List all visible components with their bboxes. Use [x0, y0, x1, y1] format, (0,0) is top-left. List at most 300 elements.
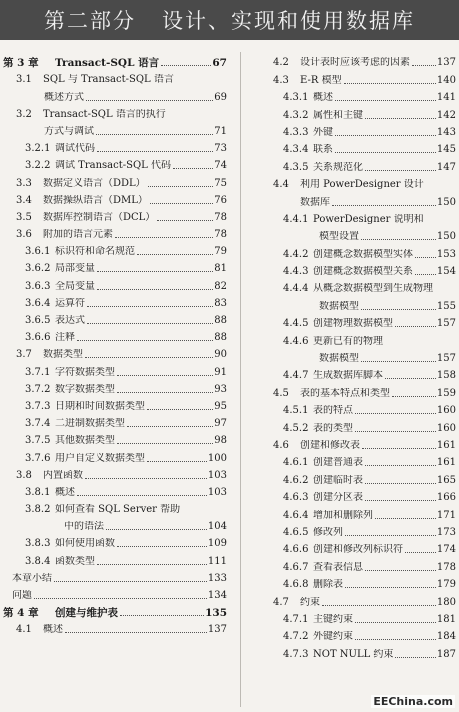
toc-entry-number: 4.4.5	[283, 318, 309, 330]
toc-entry-page: 78	[214, 229, 227, 241]
toc-leader-dots	[395, 325, 436, 327]
toc-leader-dots	[117, 374, 213, 376]
toc-entry-page: 141	[436, 92, 456, 104]
toc-entry-number: 4.3.5	[283, 161, 309, 173]
toc-entry-label: 主键约束	[313, 613, 353, 625]
toc-entry-label: 表的基本特点和类型	[300, 387, 390, 399]
toc-entry-label: 创建和修改表	[300, 439, 360, 451]
toc-entry	[269, 209, 456, 226]
toc-entry-page: 100	[207, 452, 227, 464]
toc-entry-number: 4.4.2	[283, 248, 309, 260]
toc-entry-label: 创建临时表	[313, 474, 363, 486]
toc-entry-page: 158	[436, 370, 456, 382]
toc-entry	[3, 69, 227, 86]
toc-entry-page: 78	[214, 211, 227, 223]
toc-leader-dots	[332, 204, 436, 206]
toc-leader-dots	[412, 64, 436, 66]
toc-entry-number: 4.4.7	[283, 370, 309, 382]
toc-leader-dots	[365, 117, 436, 119]
toc-entry	[269, 556, 456, 573]
toc-entry-label: 增加和删除列	[313, 509, 373, 521]
toc-entry	[269, 365, 456, 382]
toc-entry-label: 数据模型	[319, 300, 359, 312]
toc-leader-dots	[355, 430, 436, 432]
toc-entry	[269, 539, 456, 556]
toc-leader-dots	[345, 586, 436, 588]
toc-leader-dots	[85, 356, 213, 358]
toc-entry-label: 修改列	[313, 526, 343, 538]
toc-leader-dots	[117, 545, 207, 547]
toc-entry-page: 109	[207, 538, 227, 550]
toc-entry-page: 157	[436, 353, 456, 365]
toc-entry-label: Transact-SQL 语言	[55, 57, 160, 70]
toc-leader-dots	[85, 477, 207, 479]
toc-entry-label: 概述	[55, 486, 75, 498]
toc-entry	[269, 487, 456, 504]
toc-entry-label: 全局变量	[55, 280, 95, 292]
toc-entry-label: 创建概念数据模型实体	[313, 248, 413, 260]
toc-leader-dots	[86, 99, 213, 101]
toc-entry-page: 137	[436, 57, 456, 69]
toc-entry-label: 创建物理数据模型	[313, 318, 393, 330]
toc-entry-label: SQL 与 Transact-SQL 语言	[43, 74, 174, 86]
toc-entry-label: 外键	[313, 126, 333, 138]
toc-entry	[3, 465, 227, 482]
toc-entry	[269, 435, 456, 452]
toc-leader-dots	[147, 408, 213, 410]
toc-entry-page: 181	[436, 613, 456, 625]
toc-entry	[3, 293, 227, 310]
toc-entry-page: 75	[214, 177, 227, 189]
toc-leader-dots	[87, 322, 213, 324]
toc-entry	[3, 413, 227, 430]
toc-leader-dots	[365, 569, 436, 571]
toc-entry-page: 143	[436, 126, 456, 138]
toc-entry-number: 4.3.2	[283, 109, 309, 121]
toc-entry-page: 160	[436, 422, 456, 434]
toc-entry-number: 4.4.6	[283, 335, 309, 347]
toc-entry-number: 3.6.3	[25, 280, 51, 292]
toc-left-column	[3, 52, 227, 636]
toc-entry	[3, 361, 227, 378]
toc-entry-label: Transact-SQL 语言的执行	[43, 108, 166, 120]
toc-entry-number: 3.4	[16, 194, 32, 206]
toc-entry-label: 从概念数据模型到生成物理	[313, 283, 433, 295]
toc-leader-dots	[97, 563, 207, 565]
toc-entry-label: NOT NULL 约束	[313, 648, 394, 660]
toc-entry	[269, 139, 456, 156]
toc-entry	[3, 190, 227, 207]
toc-entry-number: 4.6	[273, 439, 289, 451]
toc-entry-number: 4.5	[273, 387, 289, 399]
toc-entry-number: 4.6.3	[283, 492, 309, 504]
toc-entry-number: 3.6.5	[25, 315, 51, 326]
toc-entry-label: 表达式	[55, 315, 85, 326]
part-banner	[0, 0, 459, 40]
toc-entry-number: 3.8.3	[25, 538, 51, 550]
toc-leader-dots	[365, 482, 436, 484]
toc-entry-page: 140	[436, 74, 456, 86]
toc-right-column	[269, 52, 456, 661]
toc-entry-label: 删除表	[313, 579, 343, 591]
toc-entry-label: E-R 模型	[300, 74, 342, 86]
toc-entry	[3, 447, 227, 464]
toc-entry-page: 133	[207, 572, 227, 584]
toc-leader-dots	[97, 270, 213, 272]
toc-entry-number: 4.3.4	[283, 144, 309, 156]
toc-leader-dots	[365, 169, 436, 171]
toc-entry-label: 中的语法	[64, 521, 104, 533]
toc-entry	[269, 69, 456, 86]
toc-entry	[3, 533, 227, 550]
toc-entry-number: 3.7.3	[25, 400, 51, 412]
toc-entry	[3, 568, 227, 585]
toc-entry-label: 日期和时间数据类型	[55, 400, 145, 412]
toc-entry	[269, 243, 456, 260]
toc-leader-dots	[405, 551, 436, 553]
toc-leader-dots	[157, 219, 213, 221]
toc-entry	[3, 224, 227, 241]
toc-entry	[3, 344, 227, 361]
toc-entry-label: 表的特点	[313, 405, 353, 417]
toc-entry-label: 二进制数据类型	[55, 418, 125, 430]
toc-leader-dots	[147, 460, 207, 462]
toc-entry-page: 135	[205, 607, 227, 620]
toc-leader-dots	[355, 412, 436, 414]
toc-entry-page: 97	[214, 418, 227, 430]
toc-entry	[269, 417, 456, 434]
toc-entry-label: 附加的语言元素	[43, 229, 113, 241]
toc-entry-page: 111	[207, 555, 227, 567]
toc-entry	[3, 396, 227, 413]
toc-entry-label: 数据模型	[319, 353, 359, 365]
toc-entry-label: 创建普通表	[313, 457, 363, 469]
toc-entry-number: 4.6.4	[283, 509, 309, 521]
toc-entry-label: 设计表时应该考虑的因素	[300, 57, 410, 69]
toc-entry-page: 134	[207, 590, 227, 601]
toc-leader-dots	[77, 494, 207, 496]
toc-entry-page: 161	[436, 439, 456, 451]
toc-entry-number: 4.6.7	[283, 561, 309, 573]
toc-entry-page: 98	[214, 435, 227, 447]
toc-entry	[269, 278, 456, 295]
toc-entry-label: 概述	[313, 92, 333, 104]
toc-entry-page: 104	[207, 521, 227, 533]
toc-entry-page: 82	[214, 280, 227, 292]
toc-entry-label: 调试代码	[55, 143, 95, 155]
toc-leader-dots	[127, 425, 213, 427]
toc-leader-dots	[322, 604, 436, 606]
toc-leader-dots	[344, 82, 436, 84]
toc-leader-dots	[117, 391, 213, 393]
toc-entry-number: 3.2.2	[25, 160, 51, 172]
toc-entry-number: 4.3.3	[283, 126, 309, 138]
toc-entry-number: 第 4 章	[3, 607, 39, 620]
toc-entry-label: 方式与调试	[44, 125, 94, 137]
toc-entry	[269, 122, 456, 139]
toc-entry	[269, 469, 456, 486]
toc-leader-dots	[361, 360, 436, 362]
toc-entry	[269, 174, 456, 191]
toc-entry-page: 145	[436, 144, 456, 156]
toc-entry-number: 4.6.6	[283, 544, 309, 556]
toc-entry-number: 4.2	[273, 57, 289, 69]
toc-entry-page: 150	[436, 196, 456, 208]
toc-entry-page: 174	[436, 544, 456, 556]
toc-entry	[269, 382, 456, 399]
toc-entry-label: 概述方式	[44, 91, 84, 103]
toc-entry-number: 3.3	[16, 177, 32, 189]
toc-entry	[269, 504, 456, 521]
toc-entry-number: 4.5.2	[283, 422, 309, 434]
toc-leader-dots	[54, 580, 207, 582]
toc-entry-label: 外键约束	[313, 631, 353, 643]
toc-entry-number: 3.2.1	[25, 143, 51, 155]
toc-entry-number: 4.4	[273, 179, 289, 191]
toc-leader-dots	[385, 377, 436, 379]
toc-entry-label: 利用 PowerDesigner 设计	[300, 179, 424, 191]
toc-leader-dots	[34, 597, 207, 599]
toc-entry-number: 4.7.1	[283, 613, 309, 625]
toc-leader-dots	[355, 621, 436, 623]
toc-leader-dots	[173, 167, 213, 169]
toc-leader-dots	[161, 64, 211, 66]
toc-entry	[269, 191, 456, 208]
toc-entry	[3, 207, 227, 224]
toc-entry	[3, 155, 227, 172]
column-divider	[240, 52, 241, 707]
toc-entry-page: 137	[207, 624, 227, 636]
toc-leader-dots	[97, 288, 213, 290]
toc-entry-label: 查看表信息	[313, 561, 363, 573]
toc-leader-dots	[97, 150, 213, 152]
toc-leader-dots	[335, 151, 436, 153]
toc-entry	[3, 585, 227, 602]
toc-entry-page: 74	[214, 160, 227, 172]
toc-entry-page: 90	[214, 349, 227, 361]
toc-entry-number: 4.3	[273, 74, 289, 86]
toc-leader-dots	[150, 202, 213, 204]
toc-entry	[269, 643, 456, 660]
toc-entry	[269, 295, 456, 312]
watermark: EEChina.com	[373, 695, 453, 708]
toc-leader-dots	[392, 395, 436, 397]
toc-entry-label: 概述	[43, 624, 63, 636]
toc-entry-label: 如何使用函数	[55, 538, 115, 550]
toc-entry	[269, 52, 456, 69]
toc-entry	[3, 550, 227, 567]
toc-entry	[269, 104, 456, 121]
toc-entry	[3, 499, 227, 516]
toc-entry	[3, 310, 227, 327]
toc-entry-number: 4.5.1	[283, 405, 309, 417]
toc-entry-label: 如何查看 SQL Server 帮助	[55, 504, 181, 516]
toc-entry-number: 4.4.4	[283, 283, 309, 295]
toc-entry-page: 91	[214, 366, 227, 378]
toc-leader-dots	[375, 517, 436, 519]
toc-entry-label: 字符数据类型	[55, 366, 115, 378]
toc-entry-number: 4.6.1	[283, 457, 309, 469]
toc-entry-page: 147	[436, 161, 456, 173]
toc-entry-number: 4.7	[273, 596, 289, 608]
toc-entry	[269, 313, 456, 330]
toc-entry-label: 本章小结	[12, 572, 52, 584]
toc-entry	[269, 452, 456, 469]
toc-entry-number: 4.1	[16, 624, 32, 636]
toc-entry-label: 其他数据类型	[55, 435, 115, 447]
part-title: 第二部分 设计、实现和使用数据库	[43, 9, 416, 33]
toc-leader-dots	[395, 656, 435, 658]
toc-leader-dots	[115, 236, 213, 238]
toc-entry-number: 4.3.1	[283, 92, 309, 104]
toc-entry-page: 184	[436, 631, 456, 643]
toc-entry-label: 标识符和命名规范	[55, 246, 135, 258]
toc-leader-dots	[345, 534, 436, 536]
toc-entry-label: 运算符	[55, 297, 85, 309]
toc-entry	[3, 602, 227, 619]
toc-entry-label: 联系	[313, 144, 333, 156]
toc-entry-label: 创建概念数据模型关系	[313, 266, 413, 278]
toc-entry-page: 160	[436, 405, 456, 417]
toc-entry-page: 155	[436, 300, 456, 312]
toc-entry-number: 3.8.4	[25, 555, 51, 567]
toc-entry-page: 150	[436, 231, 456, 243]
toc-entry-number: 4.6.5	[283, 526, 309, 538]
toc-entry	[3, 482, 227, 499]
toc-entry-number: 3.6	[16, 229, 32, 241]
toc-entry-number: 3.7.5	[25, 435, 51, 447]
toc-entry	[3, 619, 227, 636]
toc-entry-page: 171	[436, 509, 456, 521]
toc-entry	[3, 258, 227, 275]
toc-entry	[269, 156, 456, 173]
toc-leader-dots	[335, 99, 436, 101]
toc-entry-number: 3.7.1	[25, 366, 51, 378]
toc-entry-page: 67	[212, 57, 227, 70]
toc-entry-number: 4.4.3	[283, 266, 309, 278]
toc-entry-number: 3.2	[16, 108, 32, 120]
toc-entry	[269, 591, 456, 608]
toc-entry-number: 4.6.2	[283, 474, 309, 486]
toc-entry-page: 81	[214, 263, 227, 275]
toc-leader-dots	[106, 528, 207, 530]
toc-entry-label: 局部变量	[55, 263, 95, 275]
toc-entry-page: 76	[214, 194, 227, 206]
toc-entry-number: 3.7.2	[25, 383, 51, 395]
toc-entry-page: 179	[436, 579, 456, 591]
toc-entry	[269, 261, 456, 278]
toc-entry	[3, 138, 227, 155]
toc-leader-dots	[87, 305, 213, 307]
toc-entry-number: 3.8.1	[25, 486, 51, 498]
toc-entry-number: 3.8	[16, 469, 32, 481]
toc-entry-page: 153	[436, 248, 456, 260]
toc-entry	[3, 52, 227, 69]
toc-entry-label: 问题	[12, 590, 32, 601]
toc-leader-dots	[77, 339, 213, 341]
toc-entry-page: 103	[207, 469, 227, 481]
toc-entry-page: 83	[214, 297, 227, 309]
toc-leader-dots	[355, 638, 436, 640]
toc-leader-dots	[65, 631, 207, 633]
toc-entry-page: 79	[214, 246, 227, 258]
toc-entry-page: 161	[436, 457, 456, 469]
toc-entry	[269, 522, 456, 539]
toc-entry-page: 173	[436, 526, 456, 538]
toc-entry-label: 创建与维护表	[55, 607, 118, 620]
toc-entry-page: 73	[214, 143, 227, 155]
toc-entry	[269, 574, 456, 591]
toc-entry-page: 159	[436, 387, 456, 399]
toc-entry	[3, 379, 227, 396]
toc-leader-dots	[365, 464, 436, 466]
toc-entry-number: 3.5	[16, 211, 32, 223]
toc-entry-page: 88	[214, 332, 227, 344]
toc-entry-number: 4.7.2	[283, 631, 309, 643]
toc-entry-label: 生成数据库脚本	[313, 370, 383, 382]
toc-leader-dots	[137, 253, 213, 255]
toc-entry-label: 创建分区表	[313, 492, 363, 504]
toc-entry	[3, 121, 227, 138]
toc-entry-label: 属性和主键	[313, 109, 363, 121]
toc-entry-label: 用户自定义数据类型	[55, 452, 145, 464]
toc-entry-number: 3.6.2	[25, 263, 51, 275]
toc-entry	[3, 275, 227, 292]
toc-entry-page: 103	[207, 486, 227, 498]
toc-entry-number: 4.4.1	[283, 213, 309, 225]
toc-entry	[269, 400, 456, 417]
toc-leader-dots	[120, 614, 204, 616]
toc-entry-page: 178	[436, 561, 456, 573]
toc-entry-page: 154	[436, 266, 456, 278]
toc-leader-dots	[415, 273, 436, 275]
toc-entry-number: 3.8.2	[25, 504, 51, 516]
toc-leader-dots	[415, 256, 436, 258]
toc-entry-page: 142	[436, 109, 456, 121]
toc-entry-number: 3.7.4	[25, 418, 51, 430]
toc-entry-number: 4.7.3	[283, 648, 309, 660]
toc-entry-label: 关系规范化	[313, 161, 363, 173]
toc-entry-page: 166	[436, 492, 456, 504]
toc-entry-page: 69	[214, 91, 227, 103]
toc-entry-page: 71	[214, 125, 227, 137]
toc-entry	[3, 516, 227, 533]
toc-leader-dots	[365, 499, 436, 501]
toc-leader-dots	[117, 442, 213, 444]
toc-entry-label: 函数类型	[55, 555, 95, 567]
toc-entry-label: 调试 Transact-SQL 代码	[55, 160, 171, 172]
toc-entry	[269, 609, 456, 626]
toc-entry	[269, 87, 456, 104]
toc-entry	[3, 104, 227, 121]
toc-leader-dots	[335, 134, 436, 136]
toc-entry-label: 数据库	[300, 196, 330, 208]
toc-entry-label: 数据类型	[43, 349, 83, 361]
toc-entry-label: 模型设置	[319, 231, 359, 243]
toc-entry	[3, 86, 227, 103]
toc-entry	[3, 327, 227, 344]
toc-entry-label: 更新已有的物理	[313, 335, 383, 347]
toc-entry-number: 4.6.8	[283, 579, 309, 591]
toc-entry-page: 187	[436, 648, 456, 660]
toc-entry	[269, 330, 456, 347]
toc-entry	[3, 430, 227, 447]
toc-entry	[269, 226, 456, 243]
toc-leader-dots	[361, 308, 436, 310]
toc-entry-number: 3.1	[16, 74, 32, 86]
toc-entry-page: 157	[436, 318, 456, 330]
toc-entry-number: 3.7	[16, 349, 32, 361]
